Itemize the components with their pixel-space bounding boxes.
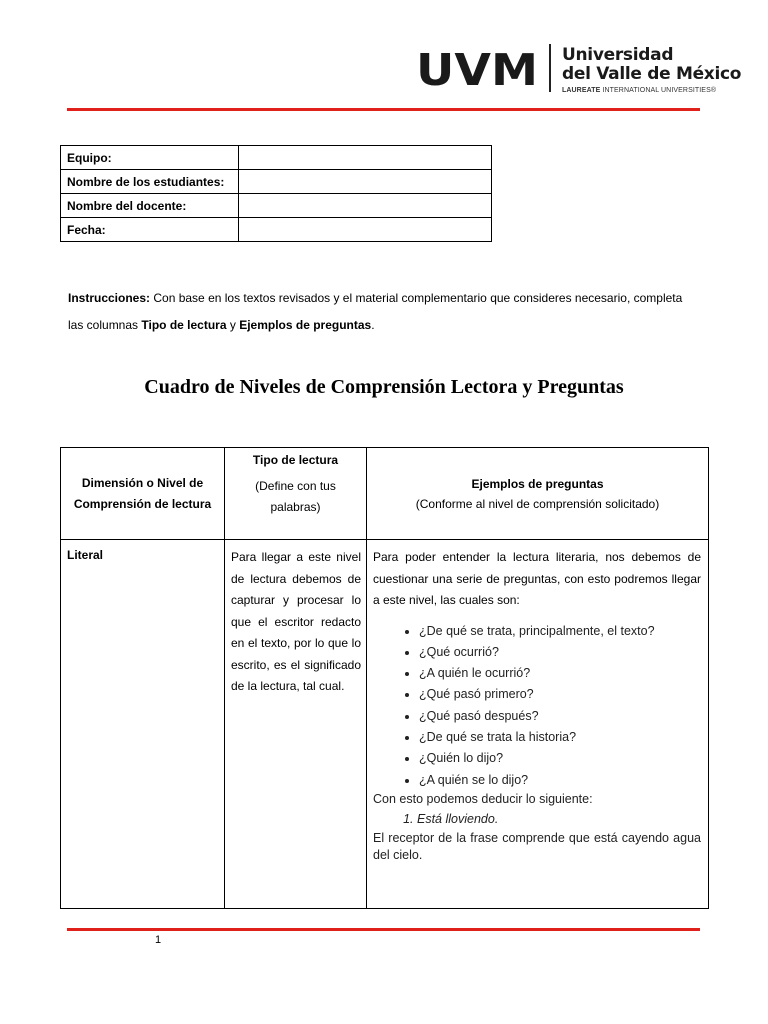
- header-red-line: [67, 108, 700, 111]
- info-table: [60, 145, 492, 242]
- header-tipo-subtitle: (Define con tus palabras): [255, 479, 336, 514]
- question-item: • ¿De qué se trata, principalmente, el texto?: [419, 621, 701, 642]
- question-item: • ¿Qué ocurrió?: [419, 642, 701, 663]
- info-row-fecha: [61, 218, 492, 242]
- header-tipo-title: Tipo de lectura: [252, 453, 339, 467]
- page-title: Cuadro de Niveles de Comprensión Lectora y Preguntas: [144, 376, 624, 398]
- instructions-bold-tipo: Tipo de lectura: [141, 318, 227, 332]
- deduction-intro: Con esto podemos deducir lo siguiente:: [373, 791, 593, 806]
- info-label: Equipo:: [61, 146, 239, 170]
- instructions-lead: Instrucciones:: [68, 291, 151, 305]
- question-item: • ¿A quién le ocurrió?: [419, 663, 701, 684]
- tipo-lectura-text[interactable]: Para llegar a este nivel de lectura debemos de capturar y procesar lo que el escritor redacto en el texto, por lo que lo escrito, es el significado de la lectura, tal cual.: [225, 540, 367, 909]
- question-item: • ¿Qué pasó después?: [419, 706, 701, 727]
- info-label: Nombre de los estudiantes:: [61, 170, 239, 194]
- header-ejemplos-subtitle: (Conforme al nivel de comprensión solicitado): [415, 496, 660, 511]
- info-row-equipo: [61, 146, 492, 170]
- uvm-wordmark-text: UVM: [416, 50, 538, 90]
- table-header-row: [61, 448, 709, 540]
- header-dimension: Dimensión o Nivel de Comprensión de lectura: [61, 448, 225, 540]
- instructions-bold-ejemplos: Ejemplos de preguntas: [239, 318, 372, 332]
- uvm-logo: [416, 44, 742, 100]
- question-item: • ¿Qué pasó primero?: [419, 684, 701, 705]
- instructions-text-2: y: [226, 318, 240, 332]
- table-row-literal: [61, 540, 709, 909]
- level-literal: Literal: [61, 540, 225, 909]
- info-row-estudiantes: [61, 170, 492, 194]
- uvm-wordmark: [416, 50, 538, 90]
- info-value-field[interactable]: [239, 146, 492, 170]
- page-number: 1: [155, 934, 162, 946]
- conclusion-text: El receptor de la frase comprende que está cayendo agua del cielo.: [373, 830, 701, 862]
- instructions-text-1: Con base en los textos revisados y el material complementario que consideres necesario, completa las columnas: [68, 291, 683, 332]
- instructions-text-3: .: [371, 318, 375, 332]
- comprehension-table: [60, 447, 709, 909]
- header-ejemplos-title: Ejemplos de preguntas: [471, 476, 604, 491]
- logo-laureate-bold: LAUREATE: [562, 87, 601, 94]
- ejemplos-intro: Para poder entender la lectura literaria, nos debemos de cuestionar una serie de preguntas, con esto podremos llegar a este nivel, las cuales son:: [373, 550, 701, 607]
- question-item: • ¿De qué se trata la historia?: [419, 727, 701, 748]
- logo-separator: [549, 44, 551, 92]
- info-value-field[interactable]: [239, 194, 492, 218]
- header-tipo-lectura: [225, 448, 367, 540]
- ejemplos-cell[interactable]: [367, 540, 709, 909]
- footer-red-line: [67, 928, 700, 931]
- question-item: • ¿A quién se lo dijo?: [419, 770, 701, 791]
- info-value-field[interactable]: [239, 218, 492, 242]
- instructions: [68, 285, 688, 339]
- header-ejemplos: [367, 448, 709, 540]
- logo-university-name-line2: del Valle de México: [562, 64, 742, 84]
- info-row-docente: [61, 194, 492, 218]
- info-value-field[interactable]: [239, 170, 492, 194]
- info-label: Nombre del docente:: [61, 194, 239, 218]
- question-item: • ¿Quién lo dijo?: [419, 748, 701, 769]
- logo-laureate-rest: INTERNATIONAL UNIVERSITIES®: [600, 87, 717, 94]
- example-list: [373, 810, 701, 829]
- logo-laureate: [562, 87, 716, 94]
- logo-university-name: Universidad: [562, 45, 674, 65]
- info-label: Fecha:: [61, 218, 239, 242]
- questions-list: [373, 621, 701, 791]
- example-item: 1. Está lloviendo.: [417, 810, 701, 829]
